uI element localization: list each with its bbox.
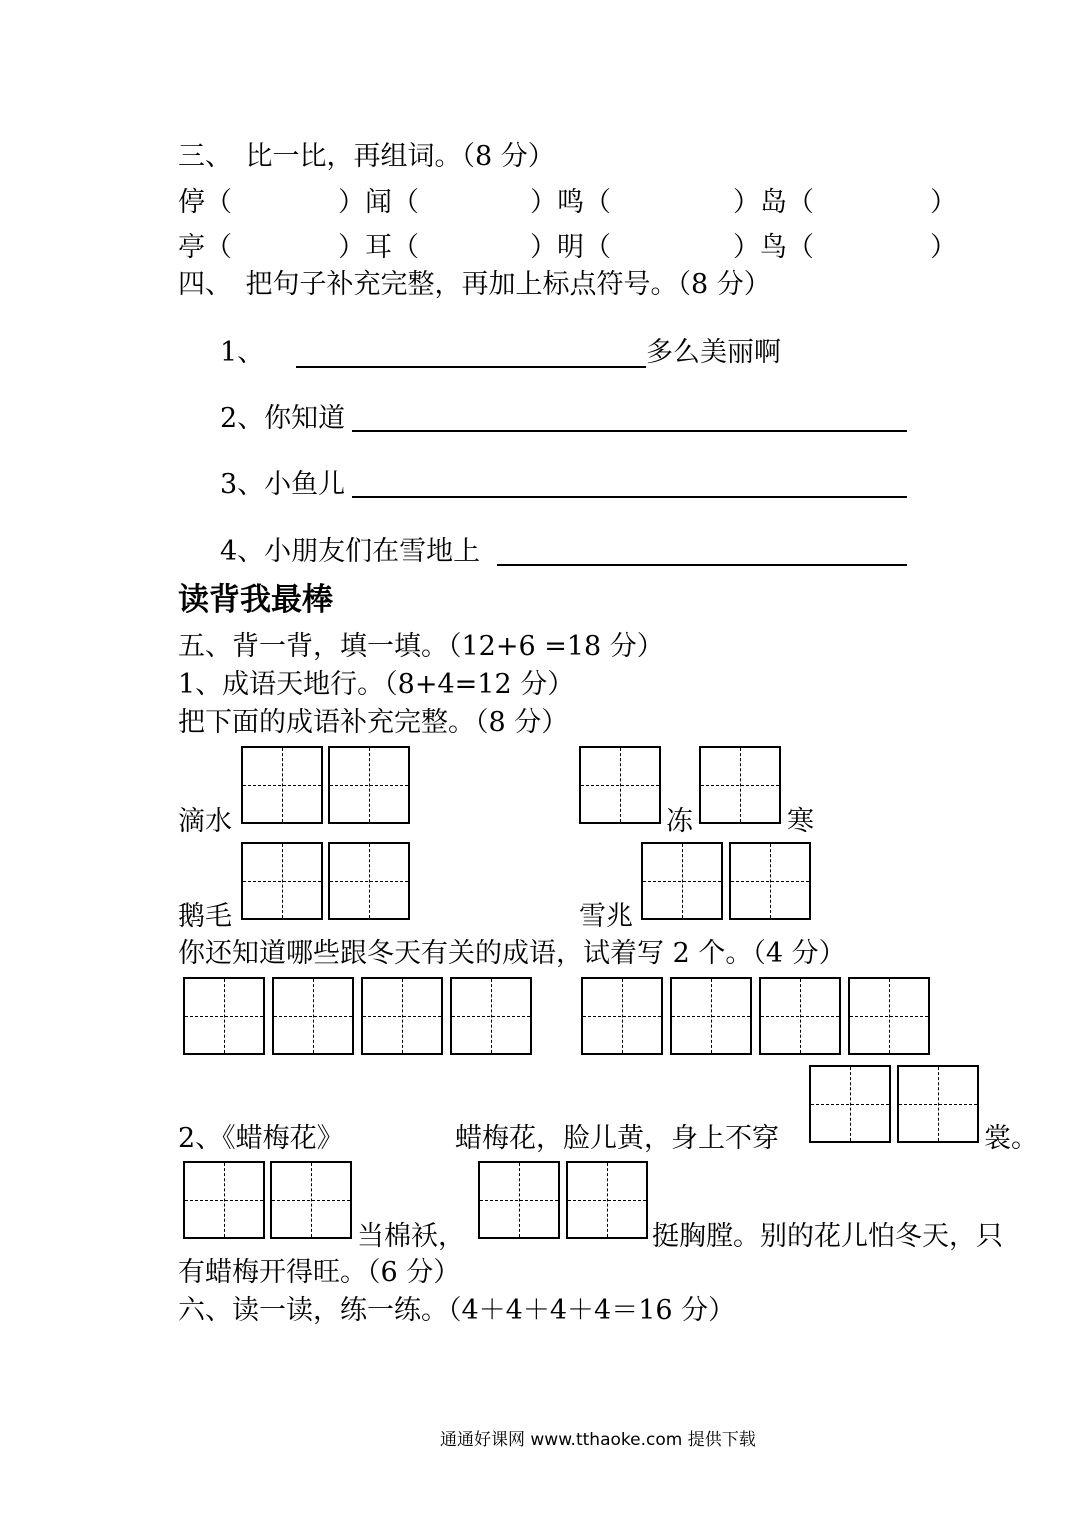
writing-grid-cell[interactable] <box>670 977 752 1055</box>
poem-line3: 有蜡梅开得旺。（6 分） <box>178 1257 461 1288</box>
word-stem: ）闻（ <box>338 187 419 218</box>
writing-grid-cell[interactable] <box>848 977 930 1055</box>
writing-grid-cell[interactable] <box>328 842 410 920</box>
sentence-prefix: 1、 <box>220 337 265 368</box>
writing-grid-cell[interactable] <box>450 977 532 1055</box>
part1-instruction: 把下面的成语补充完整。（8 分） <box>178 707 569 738</box>
poem-mid2: 挺胸膛。别的花儿怕冬天，只 <box>652 1221 1003 1252</box>
sentence-prefix: 3、小鱼儿 <box>220 469 346 500</box>
writing-grid-cell[interactable] <box>581 977 663 1055</box>
writing-grid-cell[interactable] <box>183 1161 265 1239</box>
word-stem: ）耳（ <box>338 232 419 263</box>
section5-title: 五、背一背，填一填。（12+6 =18 分） <box>178 631 664 662</box>
writing-grid-cell[interactable] <box>729 842 811 920</box>
writing-grid-cell[interactable] <box>272 977 354 1055</box>
writing-grid-cell[interactable] <box>579 746 661 824</box>
writing-grid-cell[interactable] <box>809 1065 891 1143</box>
reading-heading: 读背我最棒 <box>178 582 333 618</box>
sentence-prefix: 4、小朋友们在雪地上 <box>220 536 481 567</box>
writing-grid-cell[interactable] <box>328 746 410 824</box>
writing-grid-cell[interactable] <box>183 977 265 1055</box>
word-stem: ） <box>930 232 957 263</box>
writing-grid-cell[interactable] <box>478 1161 560 1239</box>
section4-title: 四、 把句子补充完整，再加上标点符号。（8 分） <box>178 269 771 300</box>
part2-title: 2、《蜡梅花》 <box>178 1123 344 1154</box>
word-stem: 停（ <box>178 187 232 218</box>
poem-mid1: 当棉袄， <box>357 1221 465 1252</box>
answer-line[interactable] <box>497 564 907 566</box>
answer-line[interactable] <box>352 496 907 498</box>
writing-grid-cell[interactable] <box>641 842 723 920</box>
part1-title: 1、成语天地行。（8+4=12 分） <box>178 669 575 700</box>
extra-instruction: 你还知道哪些跟冬天有关的成语，试着写 2 个。（4 分） <box>178 938 846 969</box>
word-stem: ）鸣（ <box>530 187 611 218</box>
section6-title: 六、读一读，练一练。（4＋4＋4＋4＝16 分） <box>178 1295 736 1326</box>
footer-text: 通通好课网 www.tthaoke.com 提供下载 <box>440 1430 756 1450</box>
idiom-suffix: 寒 <box>787 806 814 837</box>
writing-grid-cell[interactable] <box>759 977 841 1055</box>
idiom-prefix: 鹅毛 <box>178 901 232 932</box>
writing-grid-cell[interactable] <box>897 1065 979 1143</box>
sentence-suffix: 多么美丽啊 <box>646 337 781 368</box>
section3-title: 三、 比一比，再组词。（8 分） <box>178 141 555 172</box>
word-stem: ）明（ <box>530 232 611 263</box>
idiom-prefix: 滴水 <box>178 806 232 837</box>
writing-grid-cell[interactable] <box>361 977 443 1055</box>
poem-line1: 蜡梅花，脸儿黄，身上不穿 <box>455 1123 779 1154</box>
idiom-prefix: 雪兆 <box>579 901 633 932</box>
writing-grid-cell[interactable] <box>270 1161 352 1239</box>
writing-grid-cell[interactable] <box>566 1161 648 1239</box>
writing-grid-cell[interactable] <box>699 746 781 824</box>
word-stem: ） <box>930 187 957 218</box>
answer-line[interactable] <box>352 430 907 432</box>
word-stem: ）岛（ <box>733 187 814 218</box>
word-stem: 亭（ <box>178 232 232 263</box>
writing-grid-cell[interactable] <box>241 746 323 824</box>
idiom-mid: 冻 <box>666 806 693 837</box>
writing-grid-cell[interactable] <box>241 842 323 920</box>
answer-line[interactable] <box>296 366 646 368</box>
poem-line1-end: 裳。 <box>984 1123 1038 1154</box>
sentence-prefix: 2、你知道 <box>220 403 346 434</box>
word-stem: ）鸟（ <box>733 232 814 263</box>
